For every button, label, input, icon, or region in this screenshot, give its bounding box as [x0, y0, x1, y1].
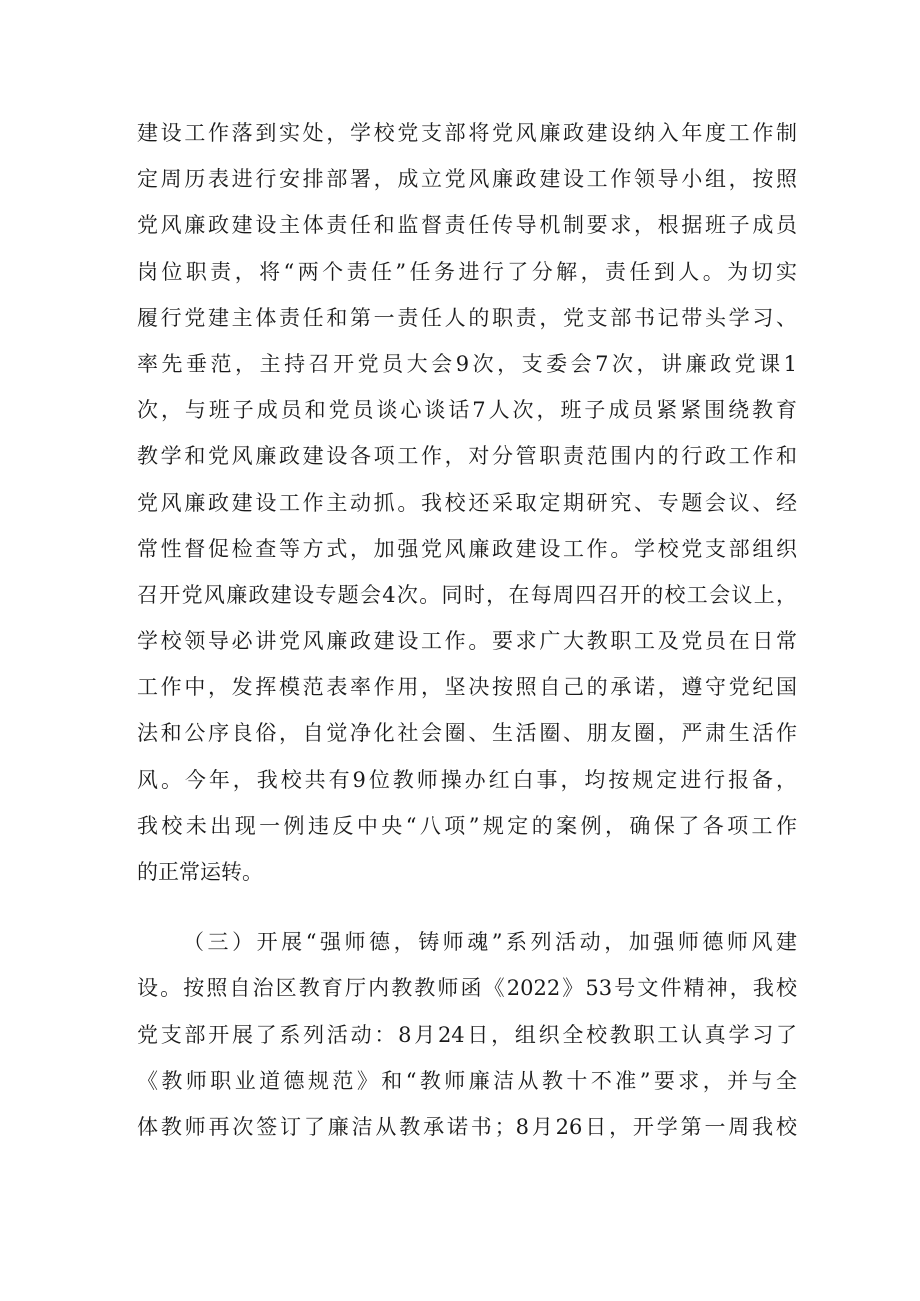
text-line: 党风廉政建设工作主动抓。我校还采取定期研究、专题会议、经 — [137, 490, 797, 515]
text-line: 的正常运转。 — [137, 860, 263, 884]
text-line: 召开党风廉政建设专题会4次。同时，在每周四召开的校工会议上， — [137, 582, 797, 607]
paragraph-gap — [137, 895, 797, 919]
text-line: 我校未出现一例违反中央“八项”规定的案例，确保了各项工作 — [137, 813, 797, 838]
text-line: 《教师职业道德规范》和“教师廉洁从教十不准”要求，并与全 — [137, 1068, 797, 1093]
text-line: 常性督促检查等方式，加强党风廉政建设工作。学校党支部组织 — [137, 536, 797, 561]
text-line: 教学和党风廉政建设各项工作，对分管职责范围内的行政工作和 — [137, 444, 797, 469]
text-line: 学校领导必讲党风廉政建设工作。要求广大教职工及党员在日常 — [137, 629, 797, 654]
text-line: 率先垂范，主持召开党员大会9次，支委会7次，讲廉政党课1 — [137, 351, 797, 376]
text-line: 风。今年，我校共有9位教师操办红白事，均按规定进行报备， — [137, 767, 797, 792]
body-text — [137, 110, 797, 1150]
text-line: 工作中，发挥模范表率作用，坚决按照自己的承诺，遵守党纪国 — [137, 675, 797, 700]
text-line: （三）开展“强师德，铸师魂”系列活动，加强师德师风建 — [183, 930, 797, 955]
text-line: 体教师再次签订了廉洁从教承诺书；8月26日，开学第一周我校 — [137, 1114, 797, 1139]
text-line: 党支部开展了系列活动：8月24日，组织全校教职工认真学习了 — [137, 1022, 797, 1047]
text-line: 岗位职责，将“两个责任”任务进行了分解，责任到人。为切实 — [137, 259, 797, 284]
text-line: 次，与班子成员和党员谈心谈话7人次，班子成员紧紧围绕教育 — [137, 398, 797, 423]
paragraph-1 — [137, 110, 797, 895]
text-line: 法和公序良俗，自觉净化社会圈、生活圈、朋友圈，严肃生活作 — [137, 721, 797, 746]
text-line: 设。按照自治区教育厅内教教师函《2022》53号文件精神，我校 — [137, 976, 797, 1001]
text-line: 定周历表进行安排部署，成立党风廉政建设工作领导小组，按照 — [137, 167, 797, 192]
text-line: 党风廉政建设主体责任和监督责任传导机制要求，根据班子成员 — [137, 213, 797, 238]
paragraph-2 — [137, 919, 797, 1150]
text-line: 履行党建主体责任和第一责任人的职责，党支部书记带头学习、 — [137, 305, 797, 330]
text-line: 建设工作落到实处，学校党支部将党风廉政建设纳入年度工作制 — [137, 121, 797, 145]
